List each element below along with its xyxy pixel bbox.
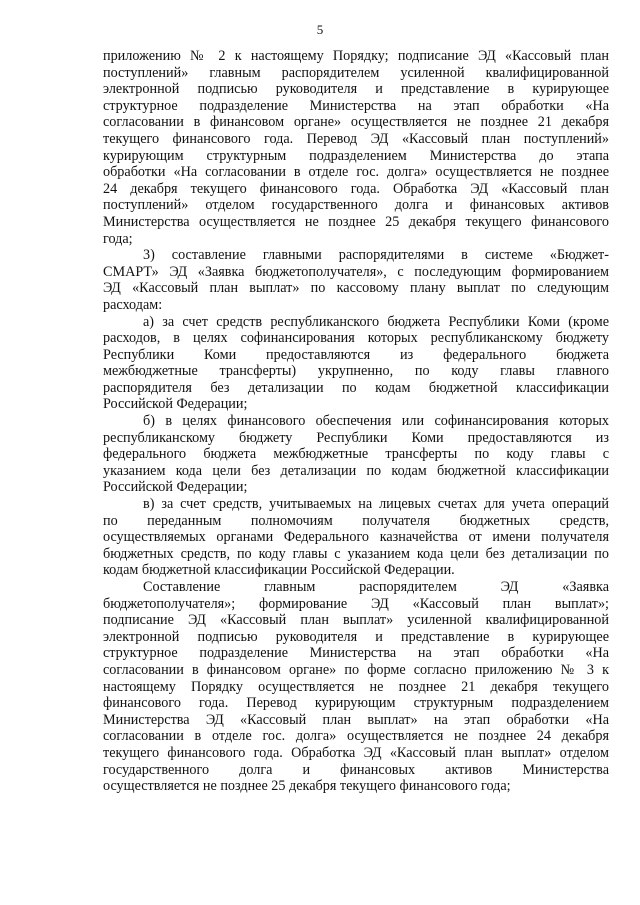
text-line: республиканскому бюджету Республики Коми предоставляются из (103, 429, 609, 446)
text-line: государственного долга и финансовых активов Министерства (103, 761, 609, 778)
text-line: 3) составление главными распорядителями в системе «Бюджет- (143, 247, 609, 264)
text-line: приложению № 2 к настоящему Порядку; подписание ЭД «Кассовый план (103, 48, 609, 64)
text-line: Составление главным распорядителем ЭД «Заявка (143, 579, 609, 595)
text-line: осуществляемых органами Федерального казначейства от имени получателя (103, 529, 609, 546)
text-line: бюджетных средств, по коду главы с указанием кода цели без детализации по (103, 545, 609, 562)
text-line: Российской Федерации; (103, 396, 248, 413)
text-line: года; (103, 230, 133, 247)
text-line: распорядителя без детализации по кодам бюджетной классификации (103, 379, 609, 396)
text-line: финансового года. Перевод курирующим структурным подразделением (103, 695, 609, 712)
text-line: расходам: (103, 296, 163, 313)
text-line: Министерства ЭД «Кассовый план выплат» на этап обработки «На (103, 711, 609, 728)
text-line: курирующим структурным подразделением Министерства до этапа (103, 147, 609, 164)
text-line: Министерства осуществляется не позднее 25 декабря текущего финансового (103, 213, 609, 230)
text-line: межбюджетные трансферты) укрупненно, по коду главы главного (103, 363, 609, 380)
text-line: расходов, в целях софинансирования которых республиканскому бюджету (103, 330, 609, 347)
text-line: согласовании в отделе гос. долга» осуществляется не позднее 24 декабря (103, 728, 609, 745)
document-body (103, 48, 609, 795)
text-line: подписание ЭД «Кассовый план выплат» усиленной квалифицированной (103, 612, 609, 629)
text-line: электронной подписью руководителя и представление в курирующее (103, 81, 609, 98)
text-line: электронной подписью руководителя и представление в курирующее (103, 628, 609, 645)
text-line: а) за счет средств республиканского бюджета Республики Коми (кроме (143, 313, 609, 330)
text-line: согласовании в финансовом органе» осуществляется не позднее 21 декабря (103, 114, 609, 131)
text-line: 24 декабря текущего финансового года. Обработка ЭД «Кассовый план (103, 180, 609, 197)
text-line: б) в целях финансового обеспечения или софинансирования которых (143, 413, 609, 430)
text-line: указанием кода цели без детализации по кодам бюджетной классификации (103, 462, 609, 479)
text-line: в) за счет средств, учитываемых на лицевых счетах для учета операций (143, 496, 609, 513)
text-line: федерального бюджета межбюджетные трансферты по коду главы с (103, 446, 609, 463)
page-number: 5 (316, 22, 324, 37)
text-line: бюджетополучателя»; формирование ЭД «Кассовый план выплат»; (103, 595, 609, 612)
text-line: согласовании в финансовом органе» по форме согласно приложению № 3 к (103, 661, 609, 678)
text-line: структурное подразделение Министерства на этап обработки «На (103, 645, 609, 662)
text-line: Российской Федерации; (103, 479, 248, 496)
text-line: обработки «На согласовании в отделе гос. долга» осуществляется не позднее (103, 164, 609, 181)
text-line: текущего финансового года. Обработка ЭД «Кассовый план выплат» отделом (103, 744, 609, 761)
text-line: ЭД «Кассовый план выплат» по кассовому плану выплат по следующим (103, 280, 609, 297)
text-line: осуществляется не позднее 25 декабря текущего финансового года; (103, 778, 511, 795)
text-line: Республики Коми предоставляются из федерального бюджета (103, 346, 609, 363)
text-line: текущего финансового года. Перевод ЭД «Кассовый план поступлений» (103, 130, 609, 147)
text-line: поступлений» главным распорядителем усиленной квалифицированной (103, 64, 609, 81)
text-line: СМАРТ» ЭД «Заявка бюджетополучателя», с последующим формированием (103, 263, 609, 280)
text-line: по переданным полномочиям получателя бюджетных средств, (103, 512, 609, 529)
text-line: кодам бюджетной классификации Российской Федерации. (103, 562, 455, 579)
text-line: поступлений» отделом государственного долга и финансовых активов (103, 197, 609, 214)
text-line: структурное подразделение Министерства на этап обработки «На (103, 97, 609, 114)
text-line: настоящему Порядку осуществляется не позднее 21 декабря текущего (103, 678, 609, 695)
